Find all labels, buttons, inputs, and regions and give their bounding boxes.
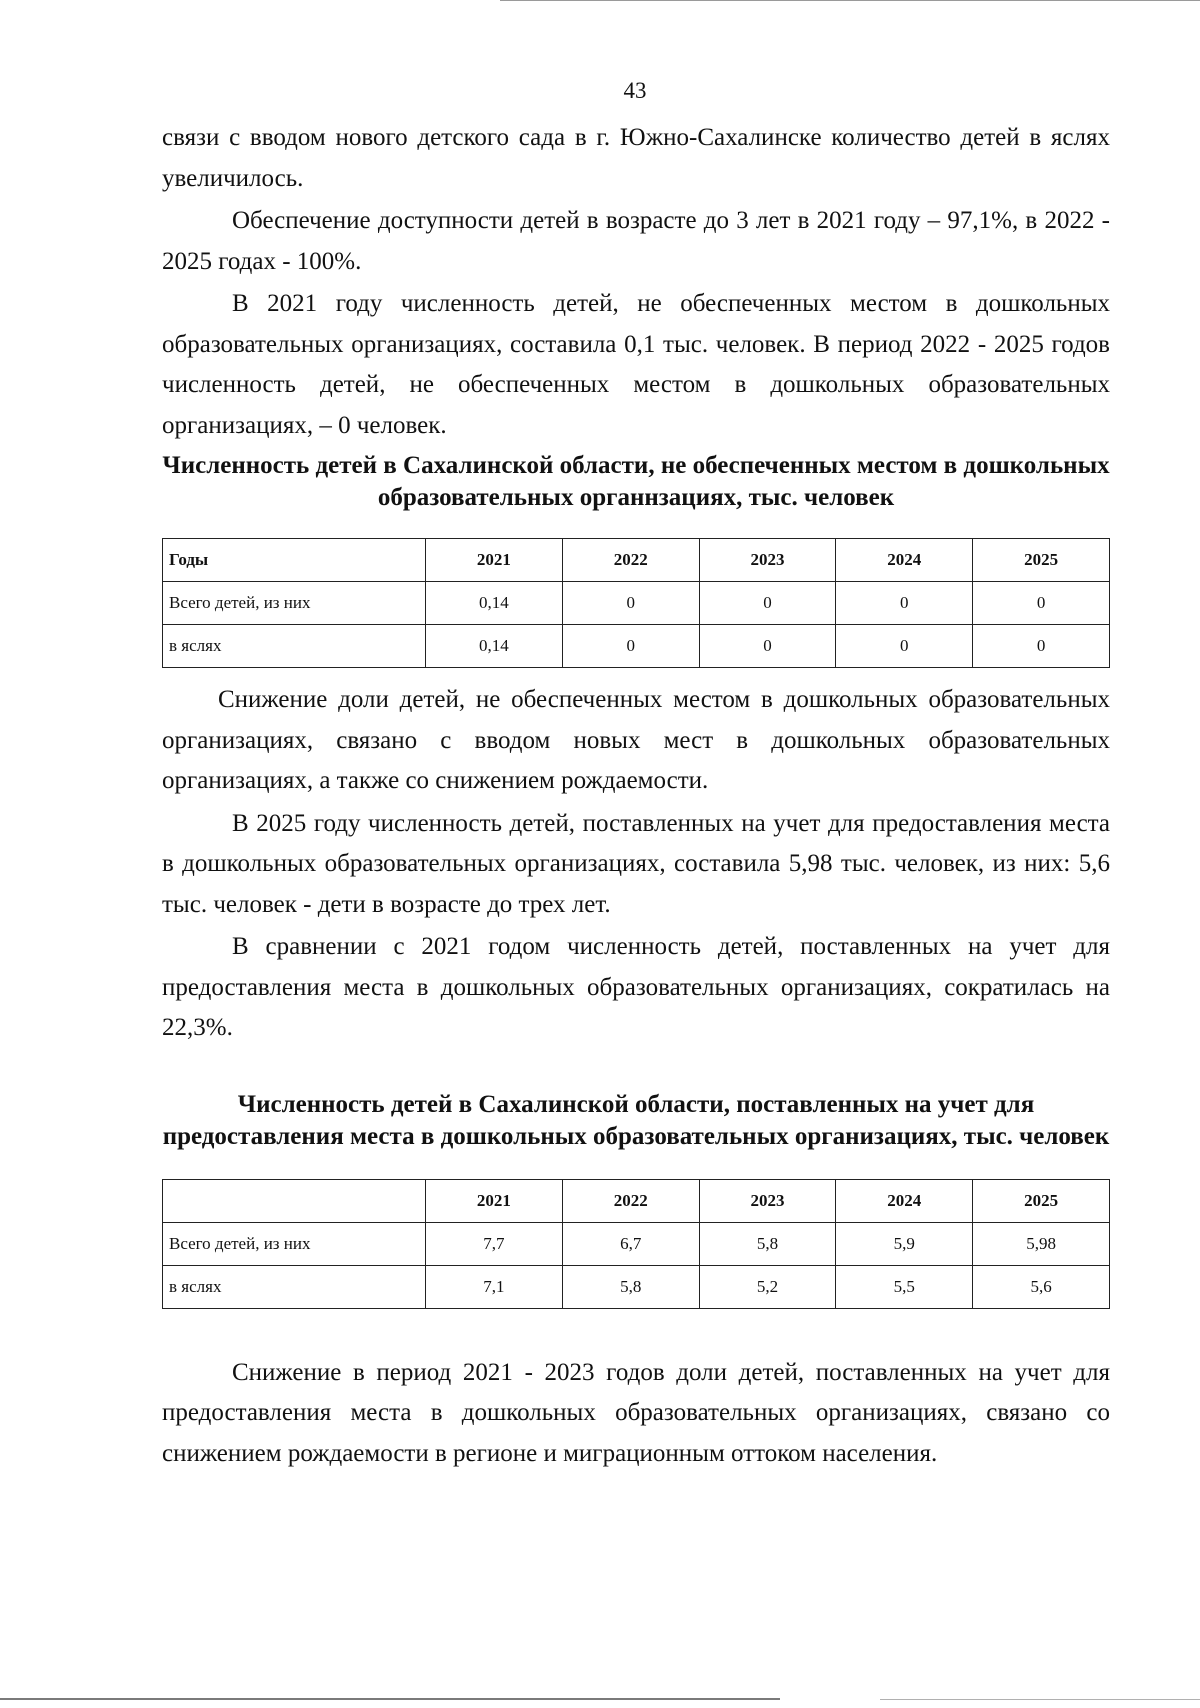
table1-cell: 0 xyxy=(836,625,973,668)
table1-header-row xyxy=(163,539,1110,582)
table2-header-cell: 2022 xyxy=(562,1179,699,1222)
table1-cell: 0 xyxy=(562,582,699,625)
table1-row xyxy=(163,625,1110,668)
scan-edge-line xyxy=(880,1699,1200,1700)
page-number: 43 xyxy=(623,78,647,103)
table1-row-label: Всего детей, из них xyxy=(163,582,426,625)
table1-header-cell: 2021 xyxy=(426,539,563,582)
table1-cell: 0,14 xyxy=(426,625,563,668)
paragraph-6: В сравнении с 2021 годом численность детей, поставленных на учет для предоставления места в дошкольных образовательных организациях, сократилась на 22,3%. xyxy=(162,933,1110,1041)
table1-row xyxy=(163,582,1110,625)
table2-header-cell: 2025 xyxy=(973,1179,1110,1222)
table1-cell: 0 xyxy=(699,625,836,668)
table2-cell: 5,98 xyxy=(973,1222,1110,1265)
table1-row-label: в яслях xyxy=(163,625,426,668)
table2-cell: 5,5 xyxy=(836,1265,973,1308)
table2-cell: 5,8 xyxy=(562,1265,699,1308)
table2-header-cell xyxy=(163,1179,426,1222)
table1-header-cell: 2023 xyxy=(699,539,836,582)
table2-header-cell: 2023 xyxy=(699,1179,836,1222)
table1-header-cell: 2025 xyxy=(973,539,1110,582)
paragraph-2: Обеспечение доступности детей в возрасте до 3 лет в 2021 году – 97,1%, в 2022 - 2025 годах - 100%. xyxy=(162,207,1110,275)
paragraph-1: связи с вводом нового детского сада в г. Южно-Сахалинске количество детей в яслях увеличилось. xyxy=(162,124,1110,192)
table1-cell: 0 xyxy=(836,582,973,625)
page-content xyxy=(162,118,1110,1474)
table1-cell: 0 xyxy=(973,625,1110,668)
table2-cell: 5,8 xyxy=(699,1222,836,1265)
table1-header-cell: Годы xyxy=(163,539,426,582)
table1-cell: 0 xyxy=(973,582,1110,625)
paragraph-5: В 2025 году численность детей, поставленных на учет для предоставления места в дошкольных образовательных организациях, составила 5,98 тыс. человек, из них: 5,6 тыс. человек - дети в возрасте до трех лет. xyxy=(162,809,1110,918)
table2-title: Численность детей в Сахалинской области, поставленных на учет для предоставления места в дошкольных образовательных организациях, тыс. человек xyxy=(162,1090,1110,1150)
table2 xyxy=(162,1179,1110,1309)
table2-row xyxy=(163,1265,1110,1308)
table2-cell: 7,1 xyxy=(426,1265,563,1308)
table1-title: Численность детей в Сахалинской области, не обеспеченных местом в дошкольных образовательных органнзациях, тыс. человек xyxy=(162,452,1110,511)
table2-header-cell: 2024 xyxy=(836,1179,973,1222)
table1-header-cell: 2022 xyxy=(562,539,699,582)
table2-row-label: в яслях xyxy=(163,1265,426,1308)
table1-header-cell: 2024 xyxy=(836,539,973,582)
table2-cell: 5,9 xyxy=(836,1222,973,1265)
table1 xyxy=(162,538,1110,668)
paragraph-3: В 2021 году численность детей, не обеспеченных местом в дошкольных образовательных организациях, составила 0,1 тыс. человек. В период 2022 - 2025 годов численность детей, не обеспеченных местом в дошкольных образовательных организациях, – 0 человек. xyxy=(162,290,1110,439)
table1-cell: 0 xyxy=(699,582,836,625)
table1-cell: 0 xyxy=(562,625,699,668)
table1-cell: 0,14 xyxy=(426,582,563,625)
table2-row xyxy=(163,1222,1110,1265)
scan-edge-line xyxy=(500,0,1200,1)
table2-row-label: Всего детей, из них xyxy=(163,1222,426,1265)
table2-header-cell: 2021 xyxy=(426,1179,563,1222)
table2-cell: 5,2 xyxy=(699,1265,836,1308)
table2-header-row xyxy=(163,1179,1110,1222)
paragraph-4: Снижение доли детей, не обеспеченных местом в дошкольных образовательных организациях, связано с вводом новых мест в дошкольных образовательных организациях, а также со снижением рождаемости. xyxy=(162,686,1110,794)
scan-edge-line xyxy=(0,1698,780,1700)
table2-cell: 6,7 xyxy=(562,1222,699,1265)
table2-cell: 7,7 xyxy=(426,1222,563,1265)
paragraph-7: Снижение в период 2021 - 2023 годов доли детей, поставленных на учет для предоставления места в дошкольных образовательных организациях, связано со снижением рождаемости в регионе и миграционным оттоком населения. xyxy=(162,1358,1110,1467)
table2-cell: 5,6 xyxy=(973,1265,1110,1308)
